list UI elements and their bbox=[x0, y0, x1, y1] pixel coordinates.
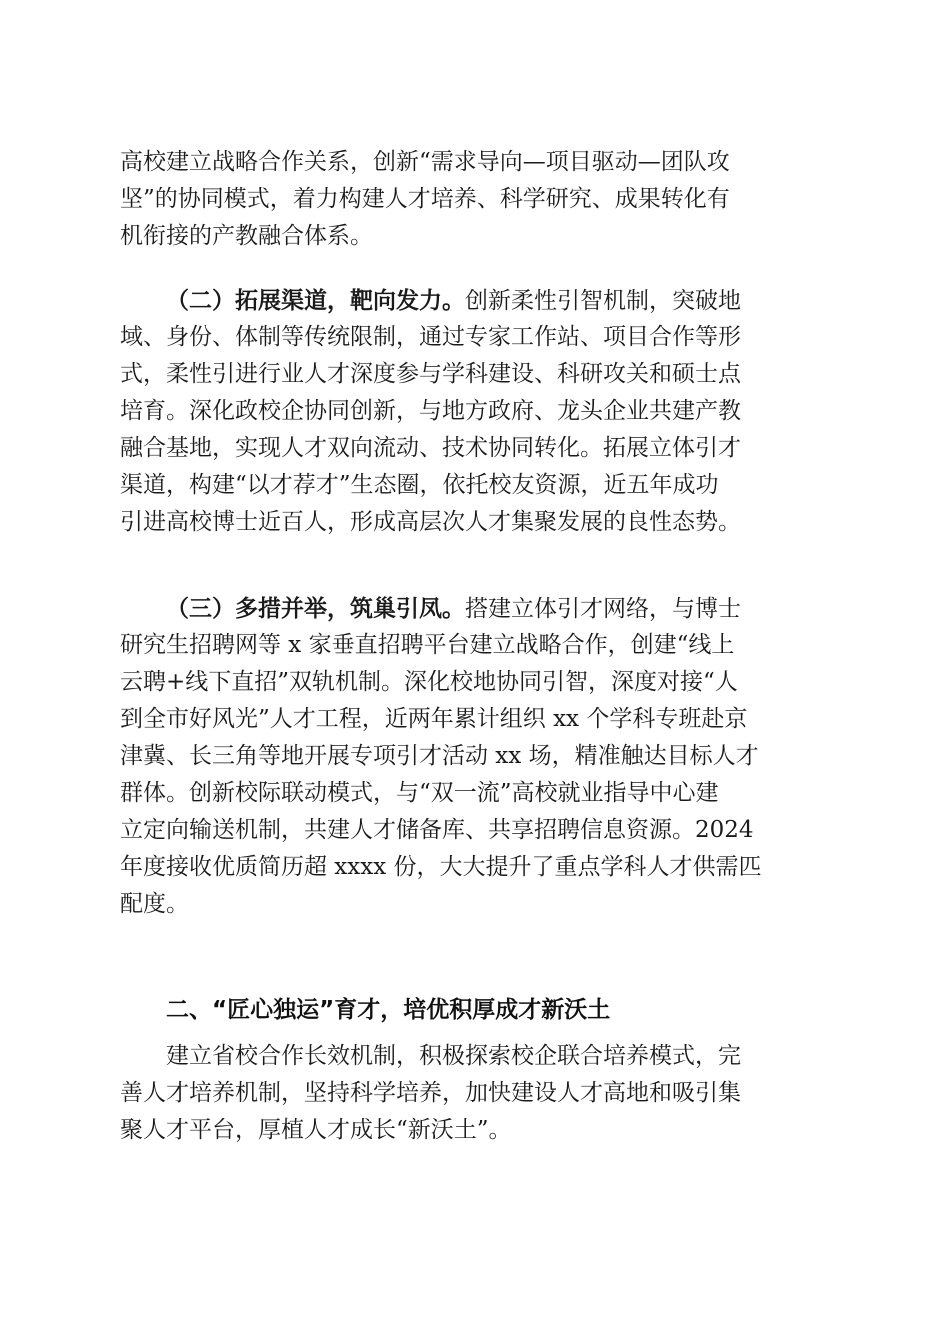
text-line: 式，柔性引进行业人才深度参与学科建设、科研攻关和硕士点 bbox=[120, 361, 741, 387]
paragraph-section-3 bbox=[120, 590, 832, 923]
text-line: 聚人才平台，厚植人才成长“新沃土”。 bbox=[120, 1117, 512, 1143]
paragraph-intro bbox=[120, 144, 832, 255]
text-line: 培育。深化政校企协同创新，与地方政府、龙头企业共建产教 bbox=[120, 398, 741, 424]
text-line: 域、身份、体制等传统限制，通过专家工作站、项目合作等形 bbox=[120, 324, 741, 350]
section-3-first-line bbox=[120, 590, 832, 627]
text-line: 融合基地，实现人才双向流动、技术协同转化。拓展立体引才 bbox=[120, 435, 741, 461]
section-2-first-line bbox=[120, 282, 832, 319]
section-3-first-line-rest: 搭建立体引才网络，与博士 bbox=[465, 596, 741, 622]
text-line: 引进高校博士近百人，形成高层次人才集聚发展的良性态势。 bbox=[120, 509, 741, 535]
section-heading: 二、“匠心独运”育才，培优积厚成才新沃土 bbox=[166, 997, 611, 1023]
text-line: 机衔接的产教融合体系。 bbox=[120, 223, 373, 249]
section-2-title: （二）拓展渠道，靶向发力。 bbox=[166, 287, 465, 314]
section-2-first-line-rest: 创新柔性引智机制，突破地 bbox=[465, 288, 741, 314]
text-line: 津冀、长三角等地开展专项引才活动 xx 场，精准触达目标人才 bbox=[120, 743, 759, 769]
section-3-title: （三）多措并举，筑巢引凤。 bbox=[166, 595, 465, 622]
text-line: 渠道，构建“以才荐才”生态圈，依托校友资源，近五年成功 bbox=[120, 472, 719, 498]
text-line: 立定向输送机制，共建人才储备库、共享招聘信息资源。2024 bbox=[120, 817, 754, 843]
text-line: 善人才培养机制，坚持科学培养，加快建设人才高地和吸引集 bbox=[120, 1080, 741, 1106]
text-line: 到全市好风光”人才工程，近两年累计组织 xx 个学科专班赴京 bbox=[120, 706, 748, 732]
text-line: 建立省校合作长效机制，积极探索校企联合培养模式，完 bbox=[166, 1043, 741, 1069]
paragraph-section-2 bbox=[120, 282, 832, 541]
text-line: 坚”的协同模式，着力构建人才培养、科学研究、成果转化有 bbox=[120, 186, 730, 212]
text-line: 研究生招聘网等 x 家垂直招聘平台建立战略合作，创建“线上 bbox=[120, 632, 735, 658]
text-line: 配度。 bbox=[120, 891, 189, 917]
text-line: 群体。创新校际联动模式，与“双一流”高校就业指导中心建 bbox=[120, 780, 719, 806]
text-line: 年度接收优质简历超 xxxx 份，大大提升了重点学科人才供需匹 bbox=[120, 854, 762, 880]
text-line: 云聘+线下直招”双轨机制。深化校地协同引智，深度对接“人 bbox=[120, 669, 738, 695]
paragraph-final bbox=[120, 1038, 832, 1149]
text-line: 高校建立战略合作关系，创新“需求导向—项目驱动—团队攻 bbox=[120, 149, 730, 175]
